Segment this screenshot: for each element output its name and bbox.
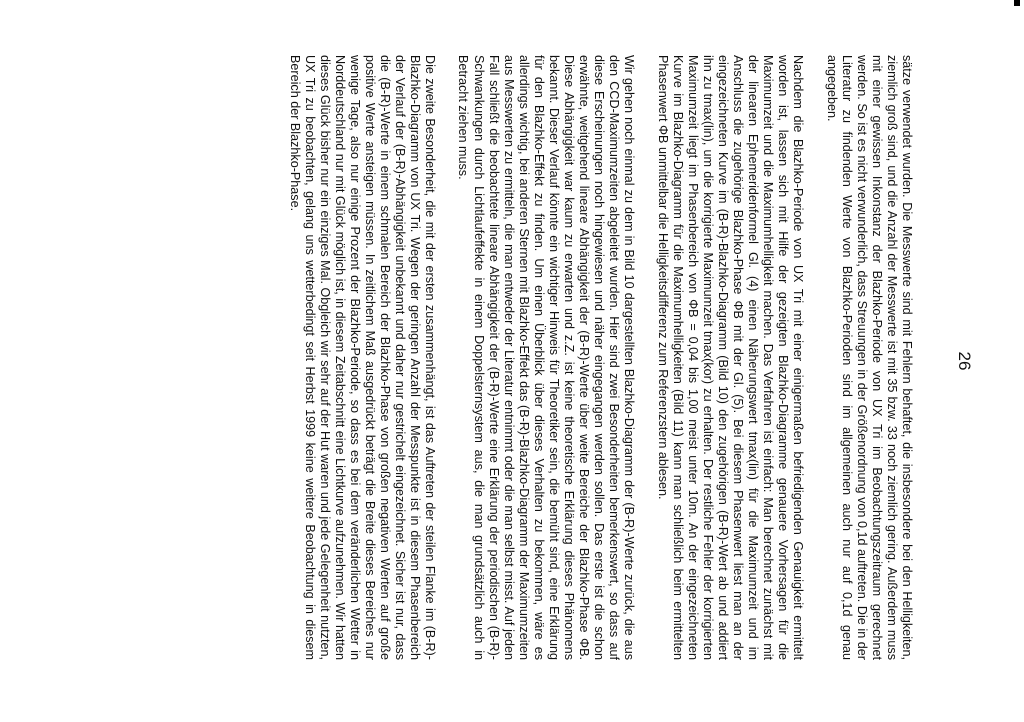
text-column xyxy=(268,55,914,660)
paragraph-2: Nachdem die Blazhko-Periode von UX Tri mit einer einigermaßen befriedigenden Genauigkeit ermittelt worden ist, lassen sich mit Hilfe der gezeigten Blazhko-Diagramme genauere Vorhersagen für die Maximumzeit und die Maximumhelligkeit machen. Das Verfahren ist einfach: Man berechnet zunächst mit der linearen Ephemeridenformel Gl. (4) einen Näherungswert tmax(lin) für die Maximumzeit und im Anschluss die zugehörige Blazhko-Phase ΦB mit der Gl. (5). Bei diesem Phasenwert liest man an der eingezeichneten Kurve im (B-R)-Blazhko-Diagramm (Bild 10) den zugehörigen (B-R)-Wert ab und addiert ihn zu tmax(lin), um die korrigierte Maximumzeit tmax(kor) zu erhalten. Der restliche Fehler der korrigierten Maximumzeit liegt im Phasenbereich von ΦB = 0,04 bis 1,00 meist unter 10m. An der eingezeichneten Kurve im Blazhko-Diagramm für die Maximumhelligkeiten (Bild 11) kann man schließlich beim ermittelten Phasenwert ΦB unmittelbar die Helligkeitsdifferenz zum Referenzstern ablesen. xyxy=(655,55,806,660)
paragraph-1: sätze verwendet wurden. Die Messwerte sind mit Fehlern behaftet, die insbesondere bei den Helligkeiten, ziemlich groß sind, und die Anzahl der Messwerte ist mit 35 bzw. 33 noch ziemlich gering. Außerdem muss mit einer gewissen Inkonstanz der Blazhko-Periode von UX Tri im Beobachtungszeitraum gerechnet werden. So ist es nicht verwunderlich, dass Streuungen in der Größenordnung von 0,1d auftreten. Die in der Literatur zu findenden Werte von Blazhko-Perioden sind im allgemeinen auch nur auf 0,1d genau angegeben. xyxy=(824,55,914,660)
paragraph-3: Wir gehen noch einmal zu dem in Bild 10 dargestellten Blazhko-Diagramm der (B-R)-Werte zurück, die aus den CCD-Maximumzeiten abgeleitet wurden. Hier sind zwei Besonderheiten bemerkenswert, so dass auf diese Erscheinungen noch hingewiesen und näher eingegangen werden sollen. Das erste ist die schon erwähnte, weitgehend lineare Abhängigkeit der (B-R)-Werte über weite Bereiche der Blazhko-Phase ΦB. Diese Abhängigkeit war kaum zu erwarten und z.Z. ist keine theoretische Erklärung dieses Phänomens bekannt. Dieser Verlauf könnte ein wichtiger Hinweis für Theoretiker sein, die bemüht sind, eine Erklärung für den Blazhko-Effekt zu finden. Um einen Überblick über dieses Verhalten zu bekommen, wäre es allerdings wichtig, bei anderen Sternen mit Blazhko-Effekt das (B-R)-Blazhko-Diagramm der Maximumzeiten aus Messwerten zu ermitteln, die man entweder der Literatur entnimmt oder die man selbst misst. Auf jeden Fall schließt die beobachtete lineare Abhängigkeit der (B-R)-Werte eine Erklärung der periodischen (B-R)-Schwankungen durch Lichtlaufeffekte in einem Doppelsternsystem aus, die man grundsätzlich auch in Betracht ziehen muss. xyxy=(456,55,637,660)
paragraph-4: Die zweite Besonderheit, die mit der ersten zusammenhängt, ist das Auftreten der steilen Flanke im (B-R)-Blazhko-Diagramm von UX Tri. Wegen der geringen Anzahl der Messpunkte ist in diesem Phasenbereich der Verlauf der (B-R)-Abhängigkeit unbekannt und daher nur gestrichelt eingezeichnet. Sicher ist nur, dass die (B-R)-Werte in einem schmalen Bereich der Blazhko-Phase von großen negativen Werten auf große positive Werte ansteigen müssen. In zeitlichem Maß ausgedrückt beträgt die Breite dieses Bereiches nur wenige Tage, also nur einige Prozent der Blazhko-Periode, so dass es bei dem veränderlichen Wetter in Norddeutschland nur mit Glück möglich ist, in diesem Zeitabschnitt eine Lichtkurve aufzunehmen. Wir hatten dieses Glück bisher nur ein einziges Mal. Obgleich wir sehr auf der Hut waren und jede Gelegenheit nutzten, UX Tri zu beobachten, gelang uns wetterbedingt seit Herbst 1999 keine weitere Beobachtung in diesem Bereich der Blazhko-Phase. xyxy=(287,55,438,660)
corner-mark xyxy=(1014,0,1020,6)
page-number: 26 xyxy=(955,351,974,371)
